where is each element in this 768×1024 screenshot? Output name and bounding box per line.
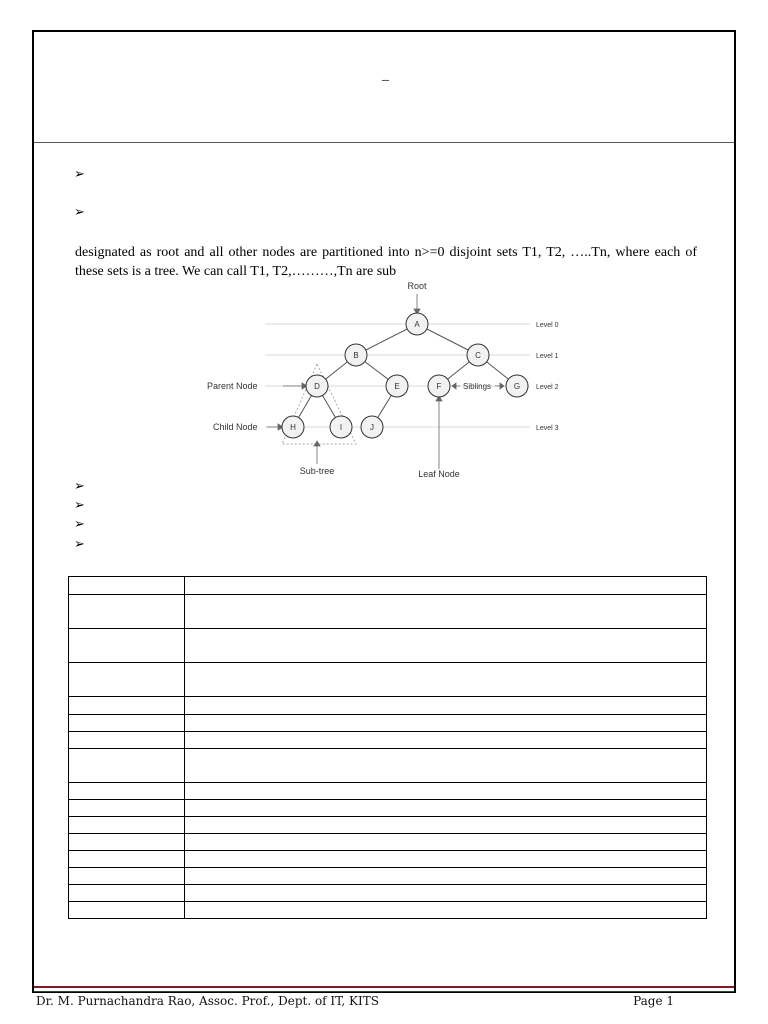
bullet-arrow-icon: ➢ [74,517,85,532]
table-row [69,817,707,834]
table-row [69,834,707,851]
table-row [69,732,707,749]
header-divider [34,142,734,143]
table-row [69,885,707,902]
table-row [69,783,707,800]
tree-nodes [282,313,528,438]
table-row [69,800,707,817]
table-row [69,663,707,697]
node-e: E [394,382,400,391]
label-sub-tree: Sub-tree [299,466,335,476]
footer-author: Dr. M. Purnachandra Rao, Assoc. Prof., Dept. of IT, KITS [36,994,379,1008]
tree-diagram [190,278,590,483]
label-level-1: Level 1 [536,353,559,360]
table-row [69,577,707,595]
node-h: H [290,423,296,432]
node-j: J [370,423,374,432]
table-row [69,629,707,663]
bullet-arrow-icon: ➢ [74,537,85,552]
node-i: I [339,423,343,432]
label-level-2: Level 2 [536,384,559,391]
tree-definition-paragraph: designated as root and all other nodes are partitioned into n>=0 disjoint sets T1, T2, …..Tn, where each of these sets is a tree. We can call T1, T2,………,Tn are sub [75,245,697,279]
footer-divider-thin [34,991,734,992]
table-row [69,749,707,783]
table-row [69,902,707,919]
bullet-arrow-icon: ➢ [74,479,85,494]
node-d: D [314,382,320,391]
table-row [69,697,707,715]
node-f: F [436,382,442,391]
label-siblings: Siblings [463,382,492,391]
footer-divider [34,986,734,988]
label-level-3: Level 3 [536,425,559,432]
table-row [69,851,707,868]
label-root: Root [407,281,427,291]
bullet-arrow-icon: ➢ [74,167,85,182]
table-row [69,595,707,629]
table-row [69,868,707,885]
node-c: C [475,351,481,360]
label-leaf-node: Leaf Node [418,469,460,479]
table-row [69,715,707,732]
node-g: G [513,382,521,391]
node-b: B [353,351,359,360]
label-child-node: Child Node [213,422,258,432]
node-a: A [414,320,420,329]
bullet-arrow-icon: ➢ [74,498,85,513]
header-mark: _ [382,68,389,83]
footer-page-number: Page 1 [633,994,674,1008]
bullet-arrow-icon: ➢ [74,205,85,220]
label-level-0: Level 0 [536,322,559,329]
label-parent-node: Parent Node [207,381,258,391]
terminology-table [68,576,707,919]
tree-edges [293,324,517,427]
